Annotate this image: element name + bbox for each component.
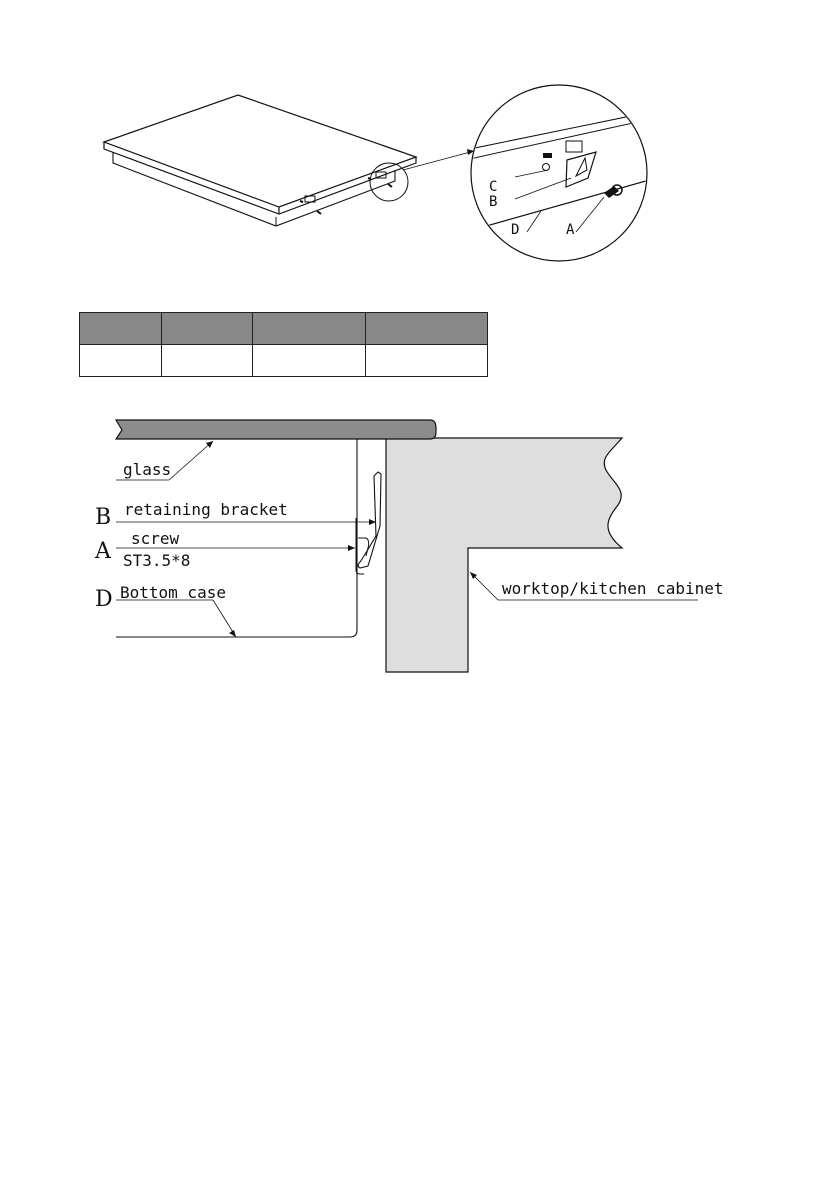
bottom-case-label: Bottom case [120,583,226,602]
a-letter: A [95,539,111,564]
detail-marker-circle [370,163,408,201]
screw-spec-label: ST3.5*8 [123,551,191,570]
detail-label-a: A [566,222,575,238]
hob-isometric-figure [0,0,839,300]
table-header-cell [162,313,253,345]
worktop-shape [386,438,622,672]
detail-label-d: D [511,222,520,238]
detail-label-b: B [489,194,498,210]
glass-label: glass [123,460,172,479]
table-header-cell [253,313,366,345]
table-header-cell [366,313,488,345]
table-header-row [80,313,488,345]
table-row [80,345,488,377]
installation-section-figure [0,400,839,690]
table-cell [253,345,366,377]
table-cell [162,345,253,377]
table-cell [366,345,488,377]
table-cell [80,345,162,377]
detail-magnifier-circle [471,85,647,261]
glass-panel [116,420,436,439]
screw-label: screw [131,529,180,548]
detail-label-c: C [489,179,498,195]
worktop-label: worktop/kitchen cabinet [502,579,724,598]
table-header-cell [80,313,162,345]
b-letter: B [95,505,112,530]
d-letter: D [95,587,113,612]
retaining-bracket-label: retaining bracket [124,500,288,519]
spec-table [79,312,488,377]
